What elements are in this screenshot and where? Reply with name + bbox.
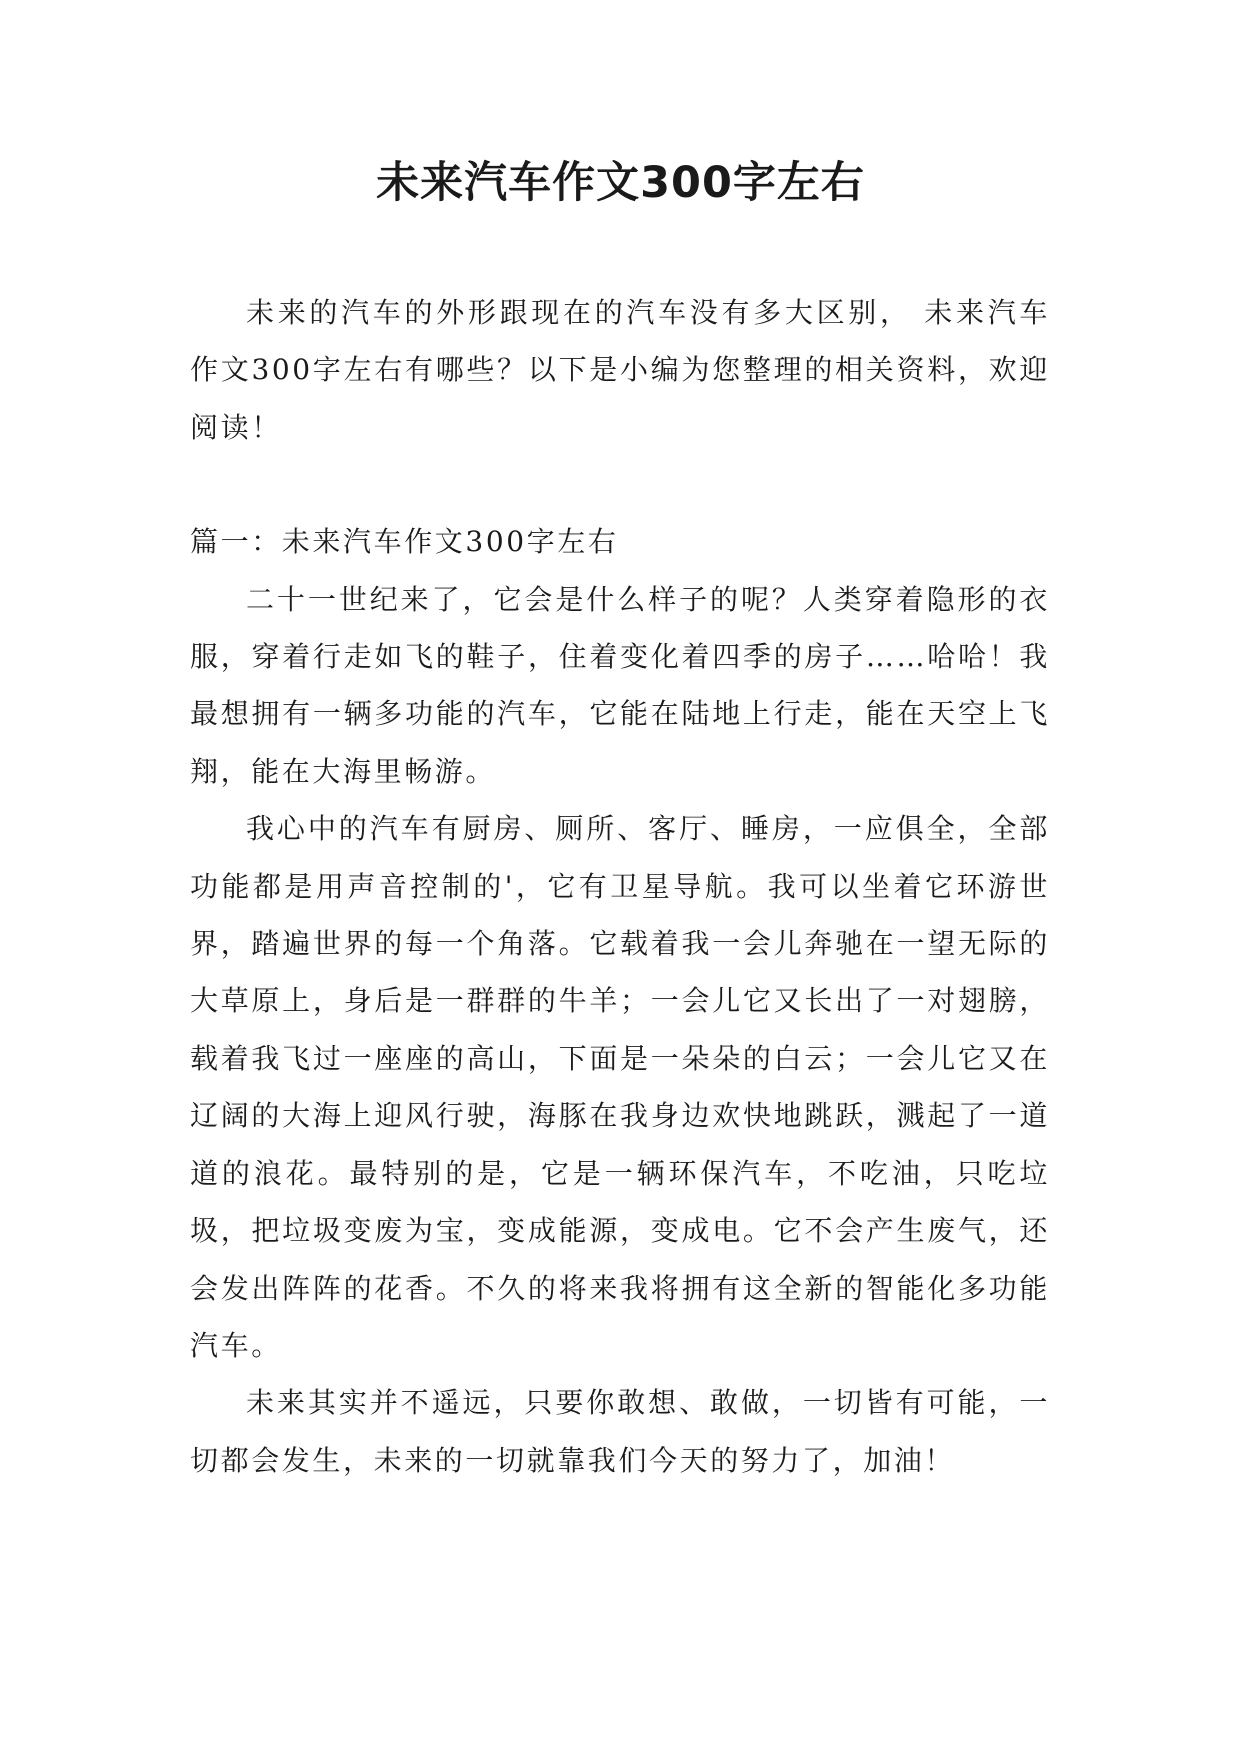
section-heading: 篇一：未来汽车作文300字左右: [190, 525, 619, 559]
body-paragraph-1: 二十一世纪来了，它会是什么样子的呢？人类穿着隐形的衣服，穿着行走如飞的鞋子，住着变化着四季的房子……哈哈！我最想拥有一辆多功能的汽车，它能在陆地上行走，能在天空上飞翔，能在大海里畅游。: [190, 582, 1050, 788]
document-title: 未来汽车作文300字左右: [376, 158, 865, 208]
document-body: [190, 284, 1050, 1489]
body-paragraph-2: 我心中的汽车有厨房、厕所、客厅、睡房，一应俱全，全部功能都是用声音控制的'，它有卫星导航。我可以坐着它环游世界，踏遍世界的每一个角落。它载着我一会儿奔驰在一望无际的大草原上，身后是一群群的牛羊；一会儿它又长出了一对翅膀，载着我飞过一座座的高山，下面是一朵朵的白云；一会儿它又在辽阔的大海上迎风行驶，海豚在我身边欢快地跳跃，溅起了一道道的浪花。最特别的是，它是一辆环保汽车，不吃油，只吃垃圾，把垃圾变废为宝，变成能源，变成电。它不会产生废气，还会发出阵阵的花香。不久的将来我将拥有这全新的智能化多功能汽车。: [190, 812, 1050, 1362]
paragraph-spacer: [190, 456, 1050, 513]
body-paragraph-3: 未来其实并不遥远，只要你敢想、敢做，一切皆有可能，一切都会发生，未来的一切就靠我们今天的努力了，加油！: [190, 1386, 1050, 1477]
intro-paragraph: 未来的汽车的外形跟现在的汽车没有多大区别， 未来汽车作文300字左右有哪些？以下是小编为您整理的相关资料，欢迎阅读！: [190, 296, 1050, 444]
